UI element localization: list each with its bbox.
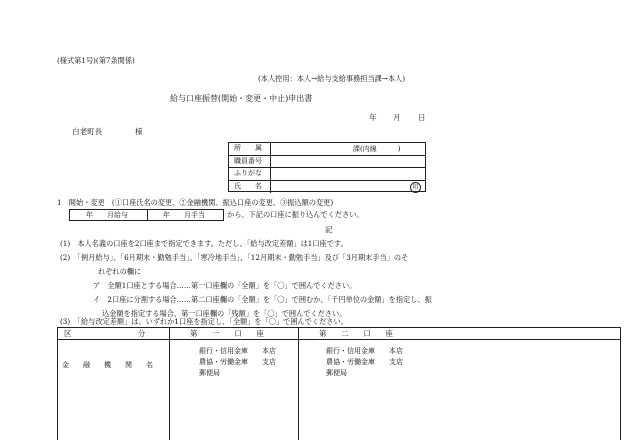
date-day: 日 [418,113,426,122]
info-row-employee-no [229,156,425,169]
ki-heading: 記 [325,225,333,234]
info-row-name [229,181,425,194]
account1-bank-type[interactable]: 郵便局 [199,369,220,377]
table-header-account2: 第 二 口 座 [319,329,393,338]
account-table [57,327,621,440]
info-label: 氏 名 [229,181,271,194]
info-value-department[interactable]: 課(内線 ) [353,144,401,153]
note-2: (2) 「例月給与」、「6月期末・勤勉手当」、「寒冷地手当」、「12月期末・勤勉手当」及び「3月期末手当」のそ [60,253,409,262]
account1-bank-type[interactable]: 銀行・信用金庫 本店 [199,347,276,355]
note-2-b-cont: 込金額を指定する場合、第一口座欄の「残額」を「〇」で囲んでください。 [102,309,347,318]
note-1: (1) 本人名義の口座を2口座まで指定できます。ただし、「給与改定差額」は1口座です。 [60,239,348,248]
applicant-info-box [228,142,426,192]
note-2-a: ア 全額1口座とする場合……第一口座欄の「全額」を「〇」で囲んでください。 [93,281,357,290]
table-header-account1: 第 一 口 座 [190,329,264,338]
row-label-bank-name: 金 融 機 関 名 [62,361,153,369]
form-title: 給与口座振替(開始・変更・中止)申出書 [170,94,313,103]
section1-after-text: から、下記の口座に振り込んでください。 [227,210,364,219]
start-allowance-month[interactable]: 年 月手当 [163,211,205,219]
info-label: 職員番号 [229,156,271,168]
account2-bank-type[interactable]: 銀行・信用金庫 本店 [326,347,403,355]
note-3: (3) 「給与改定差額」は、いずれか1口座を指定し、「全額」を「〇」で囲んでください。 [60,317,348,326]
date-month: 月 [393,113,401,122]
info-label: ふりがな [229,168,271,180]
section1-heading: 1 開始・変更 (①口座氏名の変更、②金融機関、振込口座の変更、③振込額の変更) [57,198,334,207]
start-salary-month[interactable]: 年 月給与 [86,211,128,219]
account2-bank-type[interactable]: 農協・労働金庫 支店 [326,358,403,366]
addressee-name: 白老町長 [72,127,103,136]
table-header-category: 区 分 [64,329,146,338]
info-row-furigana [229,168,425,181]
form-number: (様式第1号)(第7条関係) [57,56,135,65]
account2-bank-type[interactable]: 郵便局 [326,369,347,377]
info-row-department [229,143,425,156]
start-date-box [69,209,224,221]
note-2-cont: れぞれの欄に [98,267,142,276]
seal-icon: 印 [410,182,421,193]
note-2-b: イ 2口座に分割する場合……第二口座欄の「全額」を「〇」で囲むか、「千円単位の金額」を指定し、振 [93,295,432,304]
copy-note: (本人控用：本人→給与支給事務担当課→本人) [258,74,406,83]
addressee-honorific: 様 [135,127,143,136]
account1-bank-type[interactable]: 農協・労働金庫 支店 [199,358,276,366]
date-year: 年 [369,113,377,122]
info-label: 所 属 [229,143,271,155]
